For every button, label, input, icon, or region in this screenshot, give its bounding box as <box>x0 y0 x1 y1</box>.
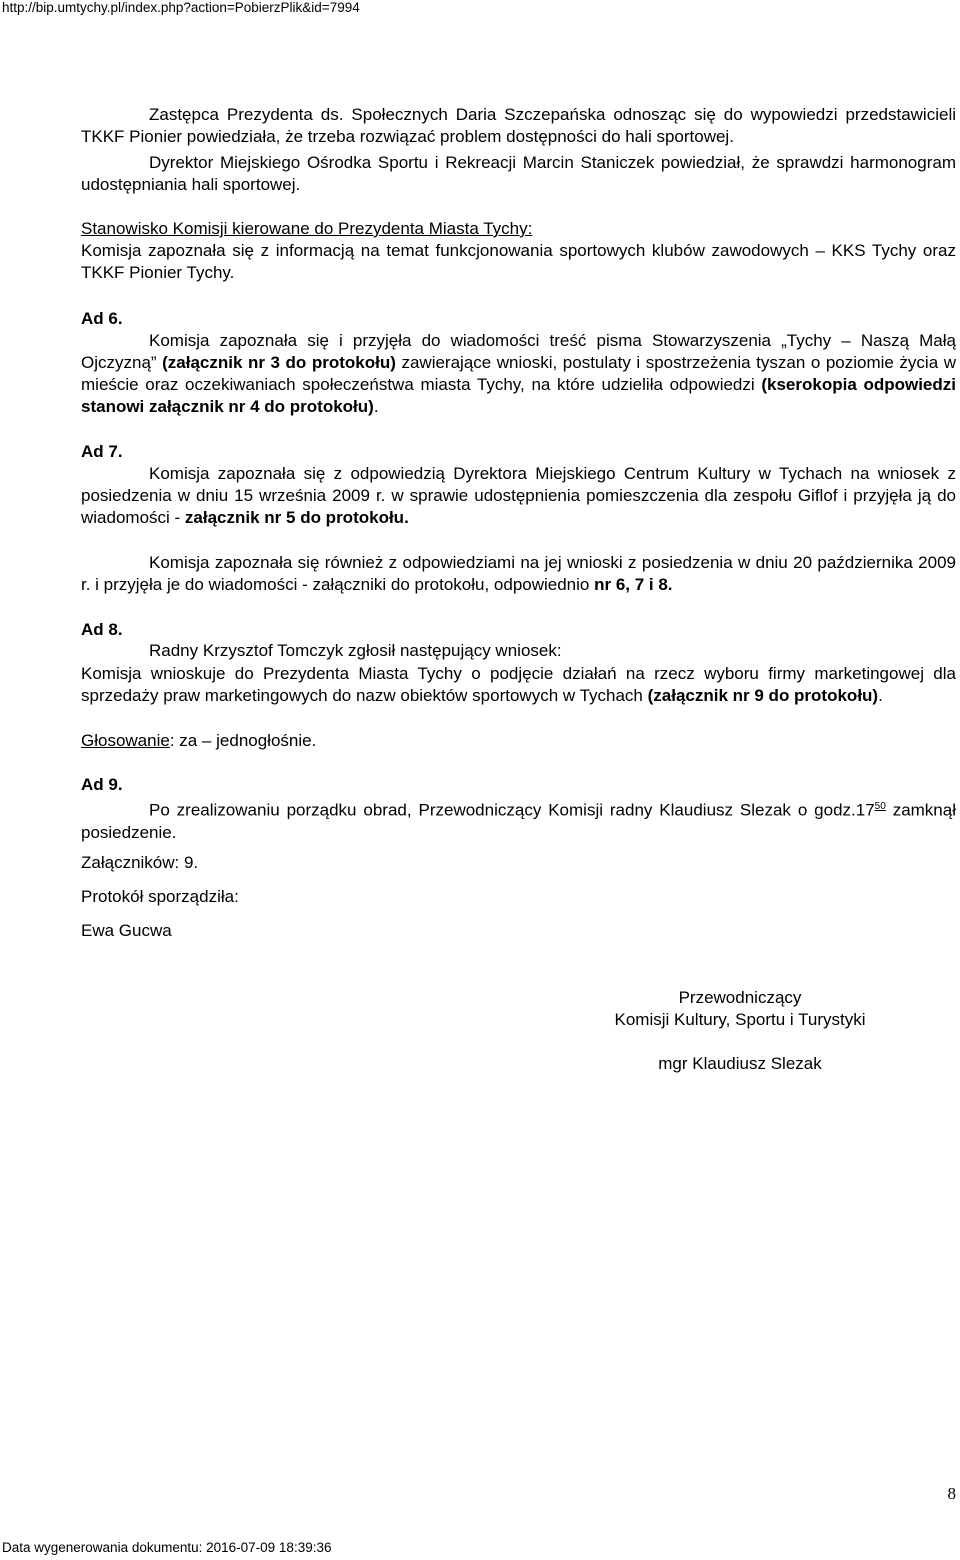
ad6-text-3: . <box>373 397 379 416</box>
page-number: 8 <box>947 1484 956 1503</box>
ad7-bold-1: załącznik nr 5 do protokołu. <box>184 508 409 527</box>
ad6-bold-2: (kserokopia odpowiedzi stanowi załącznik nr 4 do protokołu) <box>81 375 956 416</box>
ad8-text-end: . <box>878 686 883 705</box>
ad8-intro: Radny Krzysztof Tomczyk zgłosił następujący wniosek: <box>149 641 562 660</box>
prepared-by-name: Ewa Gucwa <box>81 921 172 940</box>
vote-line <box>81 730 316 752</box>
ad6-text-1: Komisja zapoznała się i przyjęła do wiadomości treść pisma Stowarzyszenia „Tychy – Naszą Małą Ojczyzną” <box>81 331 956 372</box>
vote-label: Głosowanie <box>81 731 170 750</box>
ad9-text-1: Po zrealizowaniu porządku obrad, Przewodniczący Komisji radny Klaudiusz Slezak o godz.17 <box>149 800 875 820</box>
paragraph-director-mosir: Dyrektor Miejskiego Ośrodka Sportu i Rekreacji Marcin Staniczek powiedział, że sprawdzi harmonogram udostępniania hali sportowej. <box>81 153 956 194</box>
ad6-paragraph <box>81 330 956 418</box>
stanowisko-heading-text: Stanowisko Komisji kierowane do Prezydenta Miasta Tychy: <box>81 219 533 238</box>
signature-committee: Komisji Kultury, Sportu i Turystyki <box>614 1010 866 1029</box>
ad8-motion <box>81 663 956 707</box>
ad9-time-superscript: 50 <box>874 801 886 812</box>
signature-title: Przewodniczący <box>678 988 802 1007</box>
ad6-label: Ad 6. <box>81 309 123 328</box>
ad7-text-1: Komisja zapoznała się z odpowiedzią Dyrektora Miejskiego Centrum Kultury w Tychach na wniosek z posiedzenia w dniu 15 września 2009 r. w sprawie udostępnienia pomieszczenia dla zespołu Giflof i przyjęła ją do wiadomości - <box>81 464 956 527</box>
paragraph-deputy-mayor: Zastępca Prezydenta ds. Społecznych Daria Szczepańska odnosząc się do wypowiedzi przedstawicieli TKKF Pionier powiedziała, że trzeba rozwiązać problem dostępności do hali sportowej. <box>81 105 956 146</box>
ad6-bold-1: (załącznik nr 3 do protokołu) <box>162 353 396 372</box>
ad8-bold: (załącznik nr 9 do protokołu) <box>647 686 879 705</box>
ad6-text-2: zawierające wnioski, postulaty i spostrzeżenia tyszan o poziomie życia w mieście oraz oczekiwaniach społeczeństwa miasta Tychy, na które udzieliła odpowiedzi <box>81 353 956 394</box>
ad8-text: Komisja wnioskuje do Prezydenta Miasta Tychy o podjęcie działań na rzecz wyboru firmy marketingowej dla sprzedaży praw marketingowych do nazw obiektów sportowych w Tychach <box>81 664 956 705</box>
ad9-text-2: zamknął posiedzenie. <box>81 800 956 842</box>
prepared-by-label: Protokół sporządziła: <box>81 887 239 906</box>
stanowisko-heading <box>81 218 956 240</box>
attachments-count: Załączników: 9. <box>81 853 199 872</box>
ad7-paragraph-2 <box>81 552 956 596</box>
ad9-paragraph <box>81 796 956 844</box>
ad8-label: Ad 8. <box>81 620 123 639</box>
ad7-paragraph-1 <box>81 463 956 529</box>
generation-date: Data wygenerowania dokumentu: 2016-07-09 18:39:36 <box>2 1540 332 1555</box>
signature-name: mgr Klaudiusz Slezak <box>658 1054 822 1073</box>
stanowisko-text: Komisja zapoznała się z informacją na temat funkcjonowania sportowych klubów zawodowych – KKS Tychy oraz TKKF Pionier Tychy. <box>81 241 956 282</box>
ad7-text-2: Komisja zapoznała się również z odpowiedziami na jej wnioski z posiedzenia w dniu 20 października 2009 r. i przyjęła je do wiadomości - załączniki do protokołu, odpowiednio <box>81 553 956 594</box>
vote-text: : za – jednogłośnie. <box>169 731 317 750</box>
ad9-label: Ad 9. <box>81 775 123 794</box>
ad7-label: Ad 7. <box>81 442 123 461</box>
ad7-bold-2: nr 6, 7 i 8. <box>594 575 673 594</box>
source-url: http://bip.umtychy.pl/index.php?action=PobierzPlik&id=7994 <box>2 0 360 15</box>
